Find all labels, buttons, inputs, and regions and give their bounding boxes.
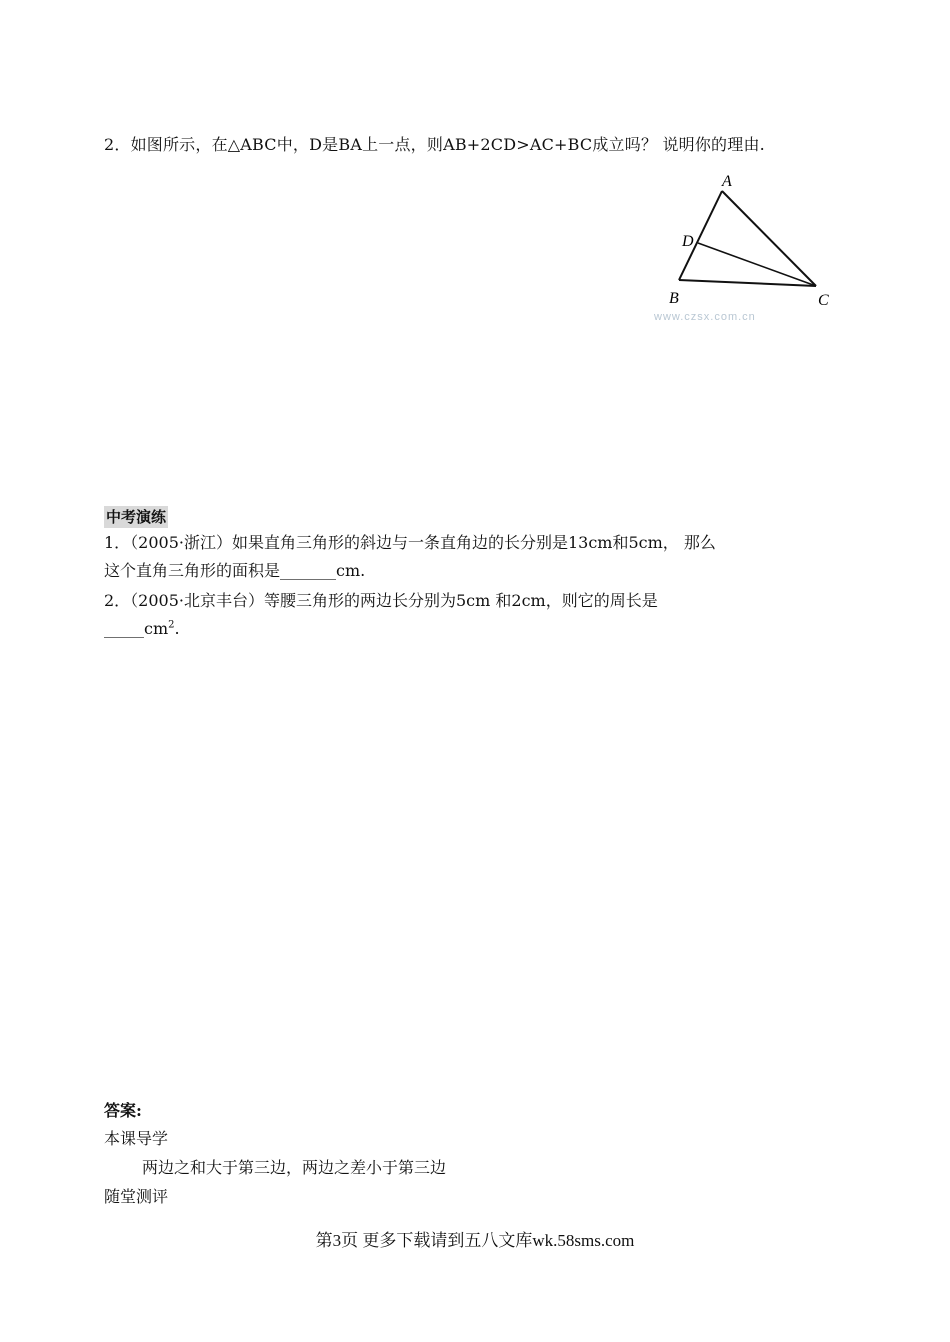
side-bc bbox=[679, 280, 816, 286]
exponent: 2 bbox=[168, 619, 175, 631]
answers-lesson-guide: 本课导学 bbox=[104, 1129, 169, 1148]
triangle-figure bbox=[640, 165, 829, 330]
question-2: 2．如图所示，在△ABC中，D是BA上一点，则AB+2CD>AC+BC成立吗？ 说明你的理由. bbox=[104, 135, 765, 154]
page-footer: 第3页 更多下载请到五八文库wk.58sms.com bbox=[315, 1231, 635, 1250]
answers-class-test: 随堂测评 bbox=[104, 1187, 169, 1206]
label-d: D bbox=[682, 233, 694, 250]
exam-heading: 中考演练 bbox=[106, 508, 167, 526]
answers-heading: 答案: bbox=[104, 1101, 142, 1120]
period: . bbox=[174, 619, 180, 638]
side-ac bbox=[722, 191, 816, 286]
label-a: A bbox=[722, 173, 732, 190]
exam-problem-1-line-1: 1．（2005·浙江）如果直角三角形的斜边与一条直角边的长分别是13cm和5cm， 那么 bbox=[104, 533, 716, 552]
exam-problem-1-line-2: 这个直角三角形的面积是_______cm. bbox=[104, 561, 366, 580]
watermark: www.czsx.com.cn bbox=[654, 311, 756, 323]
exam-problem-2-line-2 bbox=[104, 618, 180, 640]
answers-triangle-rule: 两边之和大于第三边，两边之差小于第三边 bbox=[142, 1158, 447, 1177]
label-b: B bbox=[669, 290, 679, 307]
exam-problem-2-line-1: 2．（2005·北京丰台）等腰三角形的两边长分别为5cm 和2cm，则它的周长是 bbox=[104, 591, 658, 610]
exam-problem-2-blank: _____cm bbox=[104, 619, 169, 638]
segment-dc bbox=[698, 243, 816, 286]
label-c: C bbox=[818, 292, 829, 309]
